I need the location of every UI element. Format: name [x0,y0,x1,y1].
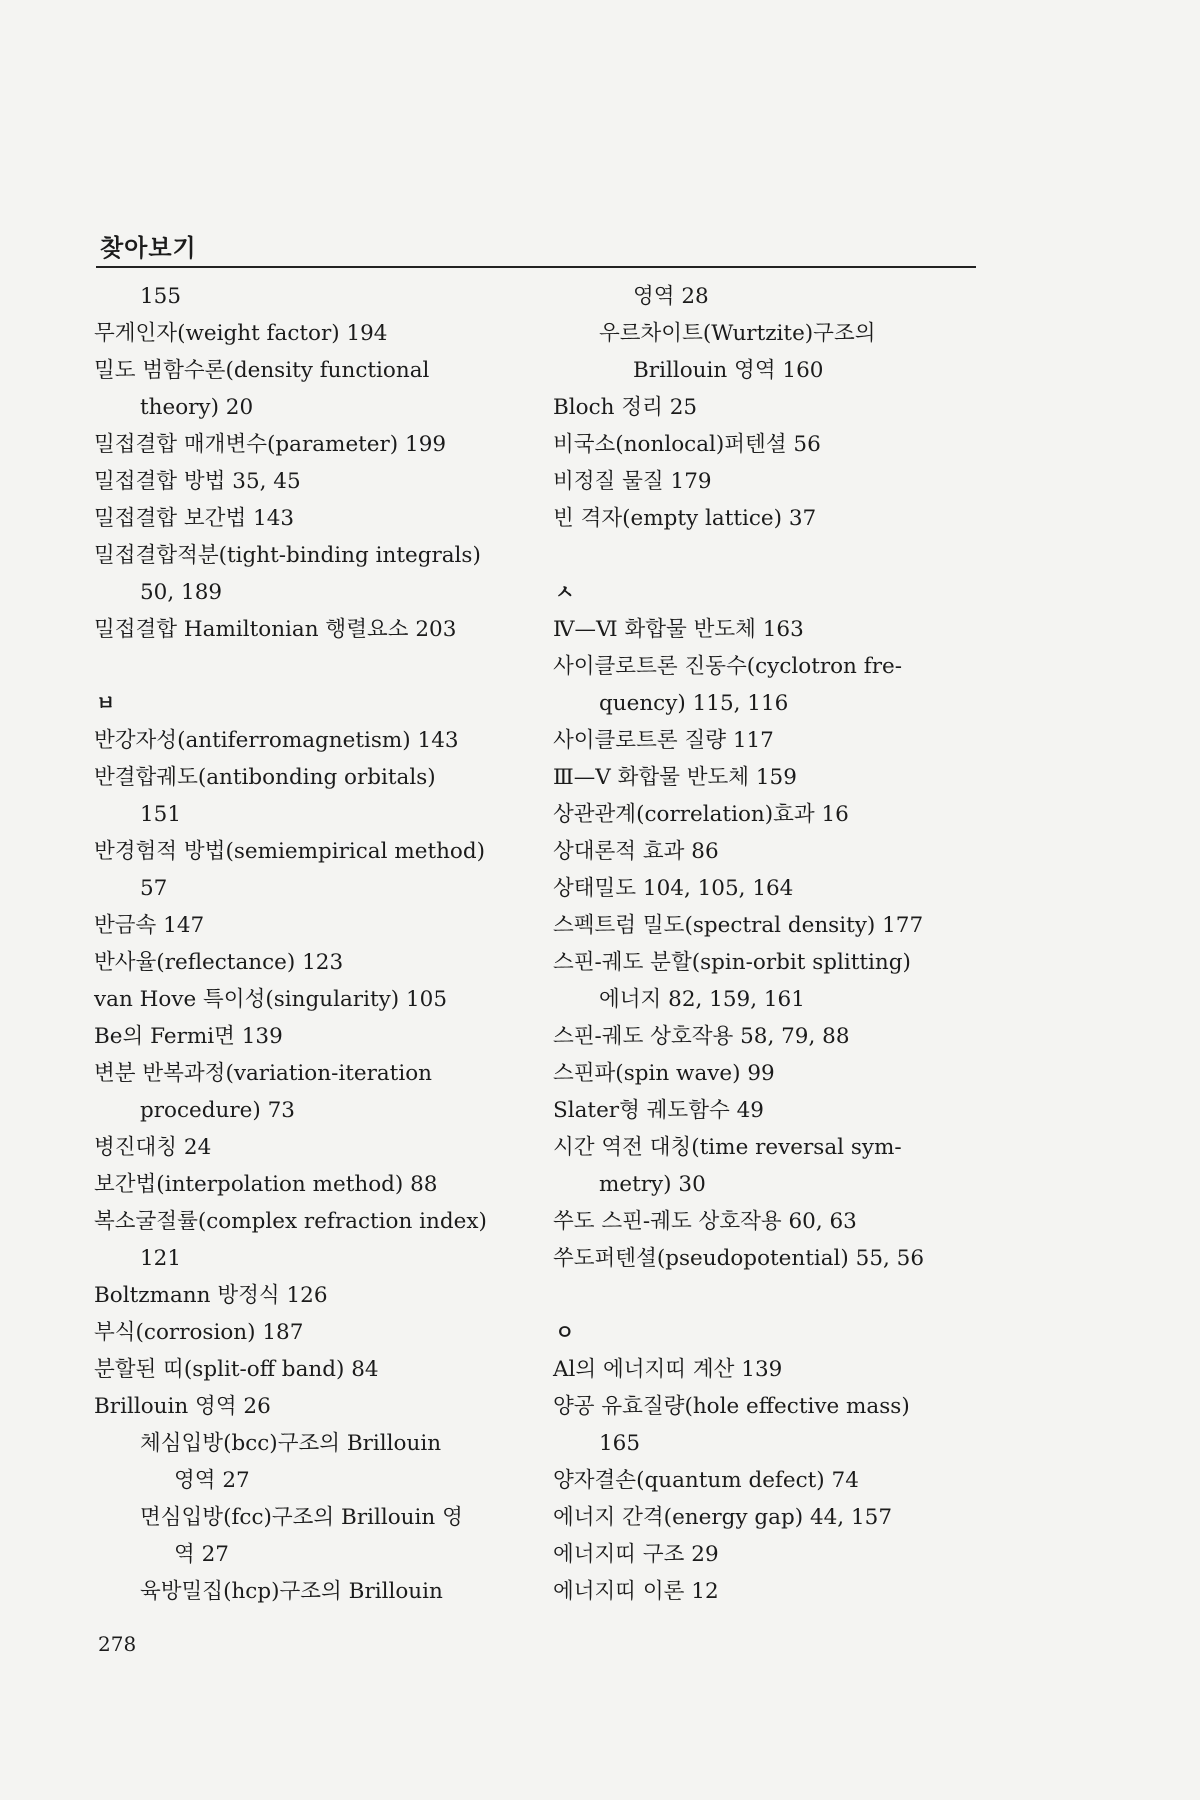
index-entry: 쑤도퍼텐셜(pseudopotential) 55, 56 [553,1246,925,1271]
index-entry: procedure) 73 [140,1098,295,1123]
index-entry: 반결합궤도(antibonding orbitals) [94,765,436,790]
index-entry: 스펙트럼 밀도(spectral density) 177 [553,913,924,938]
index-entry: 영역 28 [633,284,709,309]
index-entry: 반금속 147 [94,913,205,938]
index-entry: 165 [599,1431,641,1456]
index-entry: 무게인자(weight factor) 194 [94,321,388,346]
index-entry: 상관관계(correlation)효과 16 [553,802,849,827]
index-entry: Ⅲ—Ⅴ 화합물 반도체 159 [553,765,797,790]
index-entry: 밀접결합 Hamiltonian 행렬요소 203 [94,617,457,642]
index-entry: quency) 115, 116 [599,691,789,716]
section-gap [553,537,978,574]
section-letter: ㅅ [555,580,575,604]
index-entry: Be의 Fermi면 139 [94,1024,283,1049]
index-entry: 분할된 띠(split-off band) 84 [94,1357,379,1382]
index-entry: 반경험적 방법(semiempirical method) [94,839,486,864]
index-column-right [553,278,978,1610]
section-letter: ㅇ [555,1320,575,1344]
index-entry: 밀접결합 보간법 143 [94,506,295,531]
index-entry: 사이클로트론 질량 117 [553,728,774,753]
index-entry: 육방밀집(hcp)구조의 Brillouin [140,1579,443,1604]
index-entry: 사이클로트론 진동수(cyclotron fre- [553,654,902,679]
index-entry: 50, 189 [140,580,223,605]
index-entry: 밀접결합 방법 35, 45 [94,469,301,494]
index-entry: 밀접결합적분(tight-binding integrals) [94,543,481,568]
index-entry: 155 [140,284,182,309]
index-entry: van Hove 특이성(singularity) 105 [94,987,447,1012]
index-entry: Bloch 정리 25 [553,395,698,420]
index-entry: 121 [140,1246,182,1271]
index-entry: 변분 반복과정(variation-iteration [94,1061,432,1086]
index-entry: 비정질 물질 179 [553,469,712,494]
index-entry: 양자결손(quantum defect) 74 [553,1468,859,1493]
index-entry: 병진대칭 24 [94,1135,212,1160]
index-entry: 영역 27 [174,1468,250,1493]
page-number: 278 [98,1632,137,1656]
index-entry: 57 [140,876,168,901]
index-entry: 보간법(interpolation method) 88 [94,1172,438,1197]
index-entry: 밀접결합 매개변수(parameter) 199 [94,432,447,457]
index-entry: 151 [140,802,182,827]
index-entry: 스핀-궤도 상호작용 58, 79, 88 [553,1024,850,1049]
index-entry: 시간 역전 대칭(time reversal sym- [553,1135,902,1160]
index-entry: 복소굴절률(complex refraction index) [94,1209,487,1234]
index-entry: 부식(corrosion) 187 [94,1320,304,1345]
index-entry: 체심입방(bcc)구조의 Brillouin [140,1431,442,1456]
index-entry: 스핀파(spin wave) 99 [553,1061,775,1086]
index-entry: 우르차이트(Wurtzite)구조의 [599,321,876,346]
index-entry: 반사율(reflectance) 123 [94,950,344,975]
running-header: 찾아보기 [100,234,197,262]
index-entry: 에너지 간격(energy gap) 44, 157 [553,1505,893,1530]
index-entry: Al의 에너지띠 계산 139 [553,1357,783,1382]
index-entry: Slater형 궤도함수 49 [553,1098,764,1123]
index-column-left [94,278,519,1610]
index-entry: 쑤도 스핀-궤도 상호작용 60, 63 [553,1209,857,1234]
index-entry: 상태밀도 104, 105, 164 [553,876,794,901]
index-entry: Boltzmann 방정식 126 [94,1283,328,1308]
section-gap [94,648,519,685]
index-entry: 에너지띠 이론 12 [553,1579,719,1604]
index-entry: 반강자성(antiferromagnetism) 143 [94,728,459,753]
index-entry: Ⅳ—Ⅵ 화합물 반도체 163 [553,617,804,642]
index-entry: 역 27 [174,1542,229,1567]
section-letter: ㅂ [96,691,116,715]
header-rule [96,266,976,268]
index-entry: metry) 30 [599,1172,706,1197]
index-entry: 양공 유효질량(hole effective mass) [553,1394,910,1419]
index-entry: Brillouin 영역 26 [94,1394,271,1419]
index-entry: 면심입방(fcc)구조의 Brillouin 영 [140,1505,463,1530]
section-gap [553,1277,978,1314]
index-entry: 에너지 82, 159, 161 [599,987,805,1012]
index-entry: 밀도 범함수론(density functional [94,358,430,383]
index-entry: 빈 격자(empty lattice) 37 [553,506,817,531]
index-entry: 상대론적 효과 86 [553,839,719,864]
index-entry: theory) 20 [140,395,254,420]
index-entry: 에너지띠 구조 29 [553,1542,719,1567]
index-entry: 스핀-궤도 분할(spin-orbit splitting) [553,950,911,975]
index-entry: 비국소(nonlocal)퍼텐셜 56 [553,432,821,457]
index-entry: Brillouin 영역 160 [633,358,824,383]
